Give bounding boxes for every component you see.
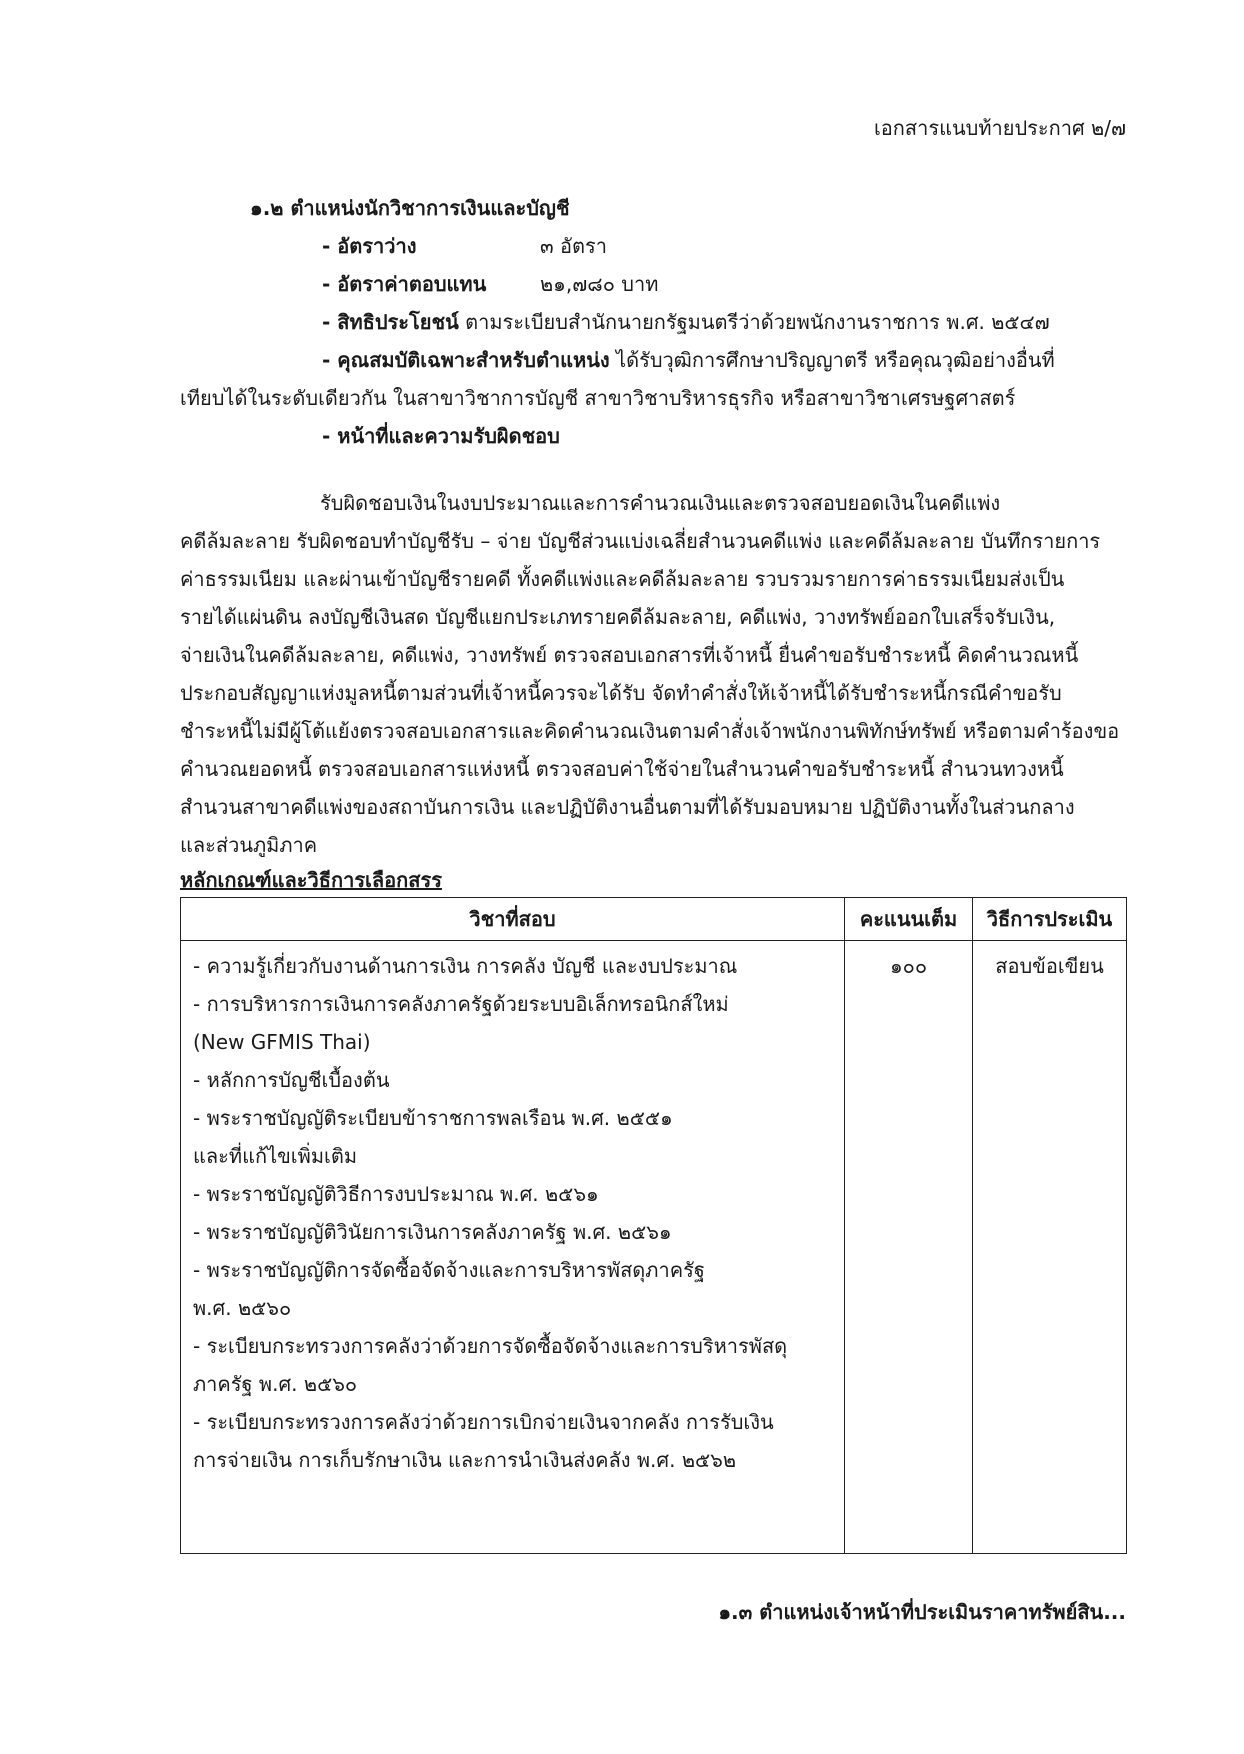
qualification-row xyxy=(322,344,1055,376)
benefits-label: - สิทธิประโยชน์ xyxy=(322,310,459,334)
exam-table xyxy=(180,897,1127,1554)
subject-list xyxy=(181,941,845,1554)
section-title: ๑.๒ ตำแหน่งนักวิชาการเงินและบัญชี xyxy=(250,196,570,220)
duties-line: คดีล้มละลาย รับผิดชอบทำบัญชีรับ – จ่าย บัญชีส่วนแบ่งเฉลี่ยสำนวนคดีแพ่ง และคดีล้มละลาย บันทึกรายการ xyxy=(180,529,1101,553)
subject-item: - หลักการบัญชีเบื้องต้น xyxy=(193,1068,390,1092)
criteria-heading: หลักเกณฑ์และวิธีการเลือกสรร xyxy=(180,868,442,892)
subject-item: - ระเบียบกระทรวงการคลังว่าด้วยการเบิกจ่ายเงินจากคลัง การรับเงิน xyxy=(193,1410,774,1434)
next-section-title: ๑.๓ ตำแหน่งเจ้าหน้าที่ประเมินราคาทรัพย์สิน... xyxy=(718,1600,1126,1624)
subject-item: - พระราชบัญญัติระเบียบข้าราชการพลเรือน พ.ศ. ๒๕๕๑ xyxy=(193,1106,673,1130)
duties-line: สำนวนสาขาคดีแพ่งของสถาบันการเงิน และปฏิบัติงานอื่นตามที่ได้รับมอบหมาย ปฏิบัติงานทั้งในส่วนกลาง xyxy=(180,795,1075,819)
duties-line: รายได้แผ่นดิน ลงบัญชีเงินสด บัญชีแยกประเภทรายคดีล้มละลาย, คดีแพ่ง, วางทรัพย์ออกใบเสร็จรับเงิน, xyxy=(180,605,1056,629)
subject-item: (New GFMIS Thai) xyxy=(193,1030,371,1054)
subject-item: ภาครัฐ พ.ศ. ๒๕๖๐ xyxy=(193,1372,358,1396)
vacancies-value: ๓ อัตรา xyxy=(540,234,608,258)
qualification-line-2: เทียบได้ในระดับเดียวกัน ในสาขาวิชาการบัญชี สาขาวิชาบริหารธุรกิจ หรือสาขาวิชาเศรษฐศาสตร์ xyxy=(180,386,1016,410)
subject-item: การจ่ายเงิน การเก็บรักษาเงิน และการนำเงินส่งคลัง พ.ศ. ๒๕๖๒ xyxy=(193,1448,737,1472)
exam-table-header xyxy=(181,898,1127,941)
duties-label: - หน้าที่และความรับผิดชอบ xyxy=(322,424,560,448)
salary-label: - อัตราค่าตอบแทน xyxy=(322,272,487,296)
subject-item: - พระราชบัญญัติวินัยการเงินการคลังภาครัฐ พ.ศ. ๒๕๖๑ xyxy=(193,1220,672,1244)
duties-line: ชำระหนี้ไม่มีผู้โต้แย้งตรวจสอบเอกสารและคิดคำนวณเงินตามคำสั่งเจ้าพนักงานพิทักษ์ทรัพย์ หรือตามคำร้องขอ xyxy=(180,719,1120,743)
attachment-reference: เอกสารแนบท้ายประกาศ ๒/๗ xyxy=(873,116,1126,140)
duties-line: รับผิดชอบเงินในงบประมาณและการคำนวณเงินและตรวจสอบยอดเงินในคดีแพ่ง xyxy=(320,491,1001,515)
subject-item: - ความรู้เกี่ยวกับงานด้านการเงิน การคลัง บัญชี และงบประมาณ xyxy=(193,954,738,978)
method-cell: สอบข้อเขียน xyxy=(973,941,1127,1554)
table-row xyxy=(181,941,1127,1554)
column-header-method: วิธีการประเมิน xyxy=(973,898,1127,941)
full-score-cell: ๑๐๐ xyxy=(845,941,973,1554)
column-header-full-score: คะแนนเต็ม xyxy=(845,898,973,941)
subject-item: - พระราชบัญญัติการจัดซื้อจัดจ้างและการบริหารพัสดุภาครัฐ xyxy=(193,1258,705,1282)
column-header-subject: วิชาที่สอบ xyxy=(181,898,845,941)
duties-line: ค่าธรรมเนียม และผ่านเข้าบัญชีรายคดี ทั้งคดีแพ่งและคดีล้มละลาย รวบรวมรายการค่าธรรมเนียมส่งเป็น xyxy=(180,567,1065,591)
duties-paragraph xyxy=(180,484,1124,864)
benefits-row xyxy=(322,306,1050,338)
subject-item: - ระเบียบกระทรวงการคลังว่าด้วยการจัดซื้อจัดจ้างและการบริหารพัสดุ xyxy=(193,1334,788,1358)
duties-line: คำนวณยอดหนี้ ตรวจสอบเอกสารแห่งหนี้ ตรวจสอบค่าใช้จ่ายในสำนวนคำขอรับชำระหนี้ สำนวนทวงหนี้ xyxy=(180,757,1064,781)
salary-value: ๒๑,๗๘๐ บาท xyxy=(540,272,659,296)
duties-line: จ่ายเงินในคดีล้มละลาย, คดีแพ่ง, วางทรัพย์ ตรวจสอบเอกสารที่เจ้าหนี้ ยื่นคำขอรับชำระหนี้ คิดคำนวณหนี้ xyxy=(180,643,1079,667)
subject-item: และที่แก้ไขเพิ่มเติม xyxy=(193,1144,358,1168)
duties-line: ประกอบสัญญาแห่งมูลหนี้ตามส่วนที่เจ้าหนี้ควรจะได้รับ จัดทำคำสั่งให้เจ้าหนี้ได้รับชำระหนี้กรณีคำขอรับ xyxy=(180,681,1062,705)
benefits-value: ตามระเบียบสำนักนายกรัฐมนตรีว่าด้วยพนักงานราชการ พ.ศ. ๒๕๔๗ xyxy=(465,310,1050,334)
qualification-label: - คุณสมบัติเฉพาะสำหรับตำแหน่ง xyxy=(322,348,610,372)
vacancies-label: - อัตราว่าง xyxy=(322,234,417,258)
duties-line: และส่วนภูมิภาค xyxy=(180,833,318,857)
subject-item: - การบริหารการเงินการคลังภาครัฐด้วยระบบอิเล็กทรอนิกส์ใหม่ xyxy=(193,992,729,1016)
subject-item: - พระราชบัญญัติวิธีการงบประมาณ พ.ศ. ๒๕๖๑ xyxy=(193,1182,599,1206)
qualification-line-1: ได้รับวุฒิการศึกษาปริญญาตรี หรือคุณวุฒิอย่างอื่นที่ xyxy=(616,348,1055,372)
subject-item: พ.ศ. ๒๕๖๐ xyxy=(193,1296,292,1320)
